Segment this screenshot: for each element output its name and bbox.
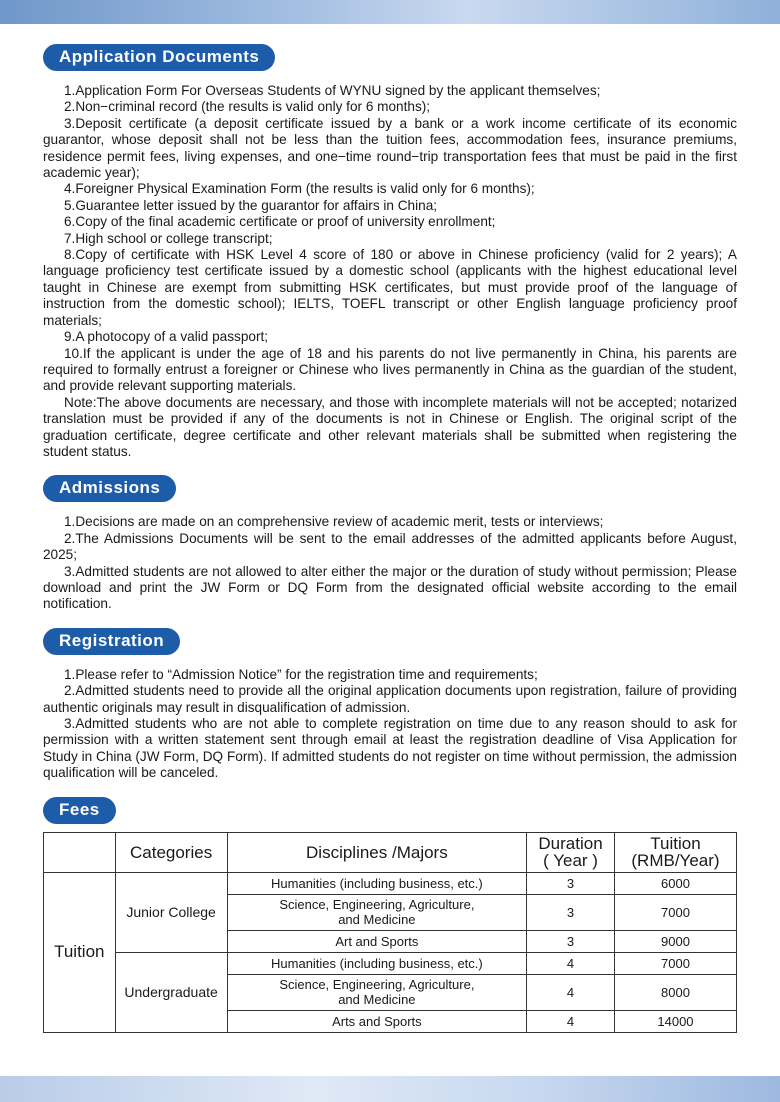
table-header-row <box>44 832 737 872</box>
list-item: 2.Non−criminal record (the results is valid only for 6 months); <box>64 99 431 115</box>
list-item: 7.High school or college transcript; <box>64 230 273 246</box>
duration-cell: 4 <box>527 1010 615 1032</box>
tuition-cell: 8000 <box>614 974 736 1010</box>
list-item: 3.Deposit certificate (a deposit certificate issued by a bank or a work income certificate of its economic guarantor, whose deposit shall not be less than the tuition fees, accommodation fees, insurance premiums, residence permit fees, living expenses, and one−time round−trip transportation fees that must be paid in the first academic year); <box>43 115 737 181</box>
list-item: 1.Application Form For Overseas Students of WYNU signed by the applicant themselves; <box>64 83 601 98</box>
tuition-group-label: Tuition <box>44 872 116 1032</box>
duration-cell: 4 <box>527 952 615 974</box>
bottom-decorative-band <box>0 1076 780 1102</box>
category-undergraduate: Undergraduate <box>115 952 227 1032</box>
major-cell: Science, Engineering, Agriculture, and Medicine <box>227 974 527 1010</box>
major-cell: Humanities (including business, etc.) <box>227 952 527 974</box>
tuition-cell: 9000 <box>614 930 736 952</box>
main-content <box>43 44 737 1048</box>
list-item: 2.Admitted students need to provide all the original application documents upon registration, failure of providing authentic originals may result in disqualification of admission. <box>43 683 737 715</box>
list-item: 3.Admitted students are not allowed to alter either the major or the duration of study without permission; Please download and print the JW Form or DQ Form from the designated official website according to the email notification. <box>43 563 737 612</box>
list-item: 1.Please refer to “Admission Notice” for the registration time and requirements; <box>64 666 538 682</box>
application-documents-section <box>43 44 737 460</box>
list-item: 8.Copy of certificate with HSK Level 4 score of 180 or above in Chinese proficiency (valid for 2 years); A language proficiency test certificate issued by a domestic school (applicants with the highest educational level taught in Chinese are exempt from submitting HSK certificates, but must provide proof of the language of instruction from the domestic school); IELTS, TOEFL transcript or other English language proficiency proof materials; <box>43 247 737 328</box>
section-heading: Fees <box>43 797 116 824</box>
admissions-section <box>43 475 737 612</box>
section-heading: Registration <box>43 628 180 655</box>
table-row <box>44 872 737 894</box>
fees-section <box>43 797 737 1033</box>
tuition-cell: 7000 <box>614 952 736 974</box>
section-heading: Application Documents <box>43 44 275 71</box>
fees-table <box>43 832 737 1033</box>
header-duration: Duration ( Year ) <box>527 832 615 872</box>
header-categories: Categories <box>115 832 227 872</box>
list-item: 5.Guarantee letter issued by the guarantor for affairs in China; <box>64 197 438 213</box>
duration-cell: 3 <box>527 894 615 930</box>
header-disciplines: Disciplines /Majors <box>227 832 527 872</box>
tuition-cell: 14000 <box>614 1010 736 1032</box>
list-item: 10.If the applicant is under the age of 18 and his parents do not live permanently in China, his parents are required to formally entrust a foreigner or Chinese who lives permanently in China as the guardian of the student, and provide relevant supporting materials. <box>43 345 737 394</box>
note-paragraph: Note:The above documents are necessary, and those with incomplete materials will not be accepted; notarized translation must be provided if any of the documents is not in Chinese or English. The original script of the graduation certificate, degree certificate and other relevant materials shall be submitted when registering the student status. <box>43 394 737 459</box>
duration-cell: 3 <box>527 930 615 952</box>
header-blank <box>44 832 116 872</box>
list-item: 9.A photocopy of a valid passport; <box>64 329 269 345</box>
registration-section <box>43 628 737 782</box>
header-tuition: Tuition (RMB/Year) <box>614 832 736 872</box>
major-cell: Humanities (including business, etc.) <box>227 872 527 894</box>
list-item: 2.The Admissions Documents will be sent to the email addresses of the admitted applicants before August, 2025; <box>43 530 737 563</box>
major-cell: Art and Sports <box>227 930 527 952</box>
top-decorative-band <box>0 0 780 24</box>
major-cell: Arts and Sports <box>227 1010 527 1032</box>
duration-cell: 3 <box>527 872 615 894</box>
tuition-cell: 7000 <box>614 894 736 930</box>
list-item: 6.Copy of the final academic certificate or proof of university enrollment; <box>64 214 496 230</box>
tuition-cell: 6000 <box>614 872 736 894</box>
list-item: 4.Foreigner Physical Examination Form (the results is valid only for 6 months); <box>64 181 535 197</box>
category-junior-college: Junior College <box>115 872 227 952</box>
section-heading: Admissions <box>43 475 176 502</box>
major-cell: Science, Engineering, Agriculture, and Medicine <box>227 894 527 930</box>
list-item: 3.Admitted students who are not able to complete registration on time due to any reason should to ask for permission with a written statement sent through email at least the registration deadline of Visa Application for Study in China (JW Form, DQ Form). If admitted students do not register on time without permission, the admission qualification will be canceled. <box>43 716 737 781</box>
duration-cell: 4 <box>527 974 615 1010</box>
table-row <box>44 952 737 974</box>
list-item: 1.Decisions are made on an comprehensive review of academic merit, tests or interviews; <box>64 514 604 530</box>
